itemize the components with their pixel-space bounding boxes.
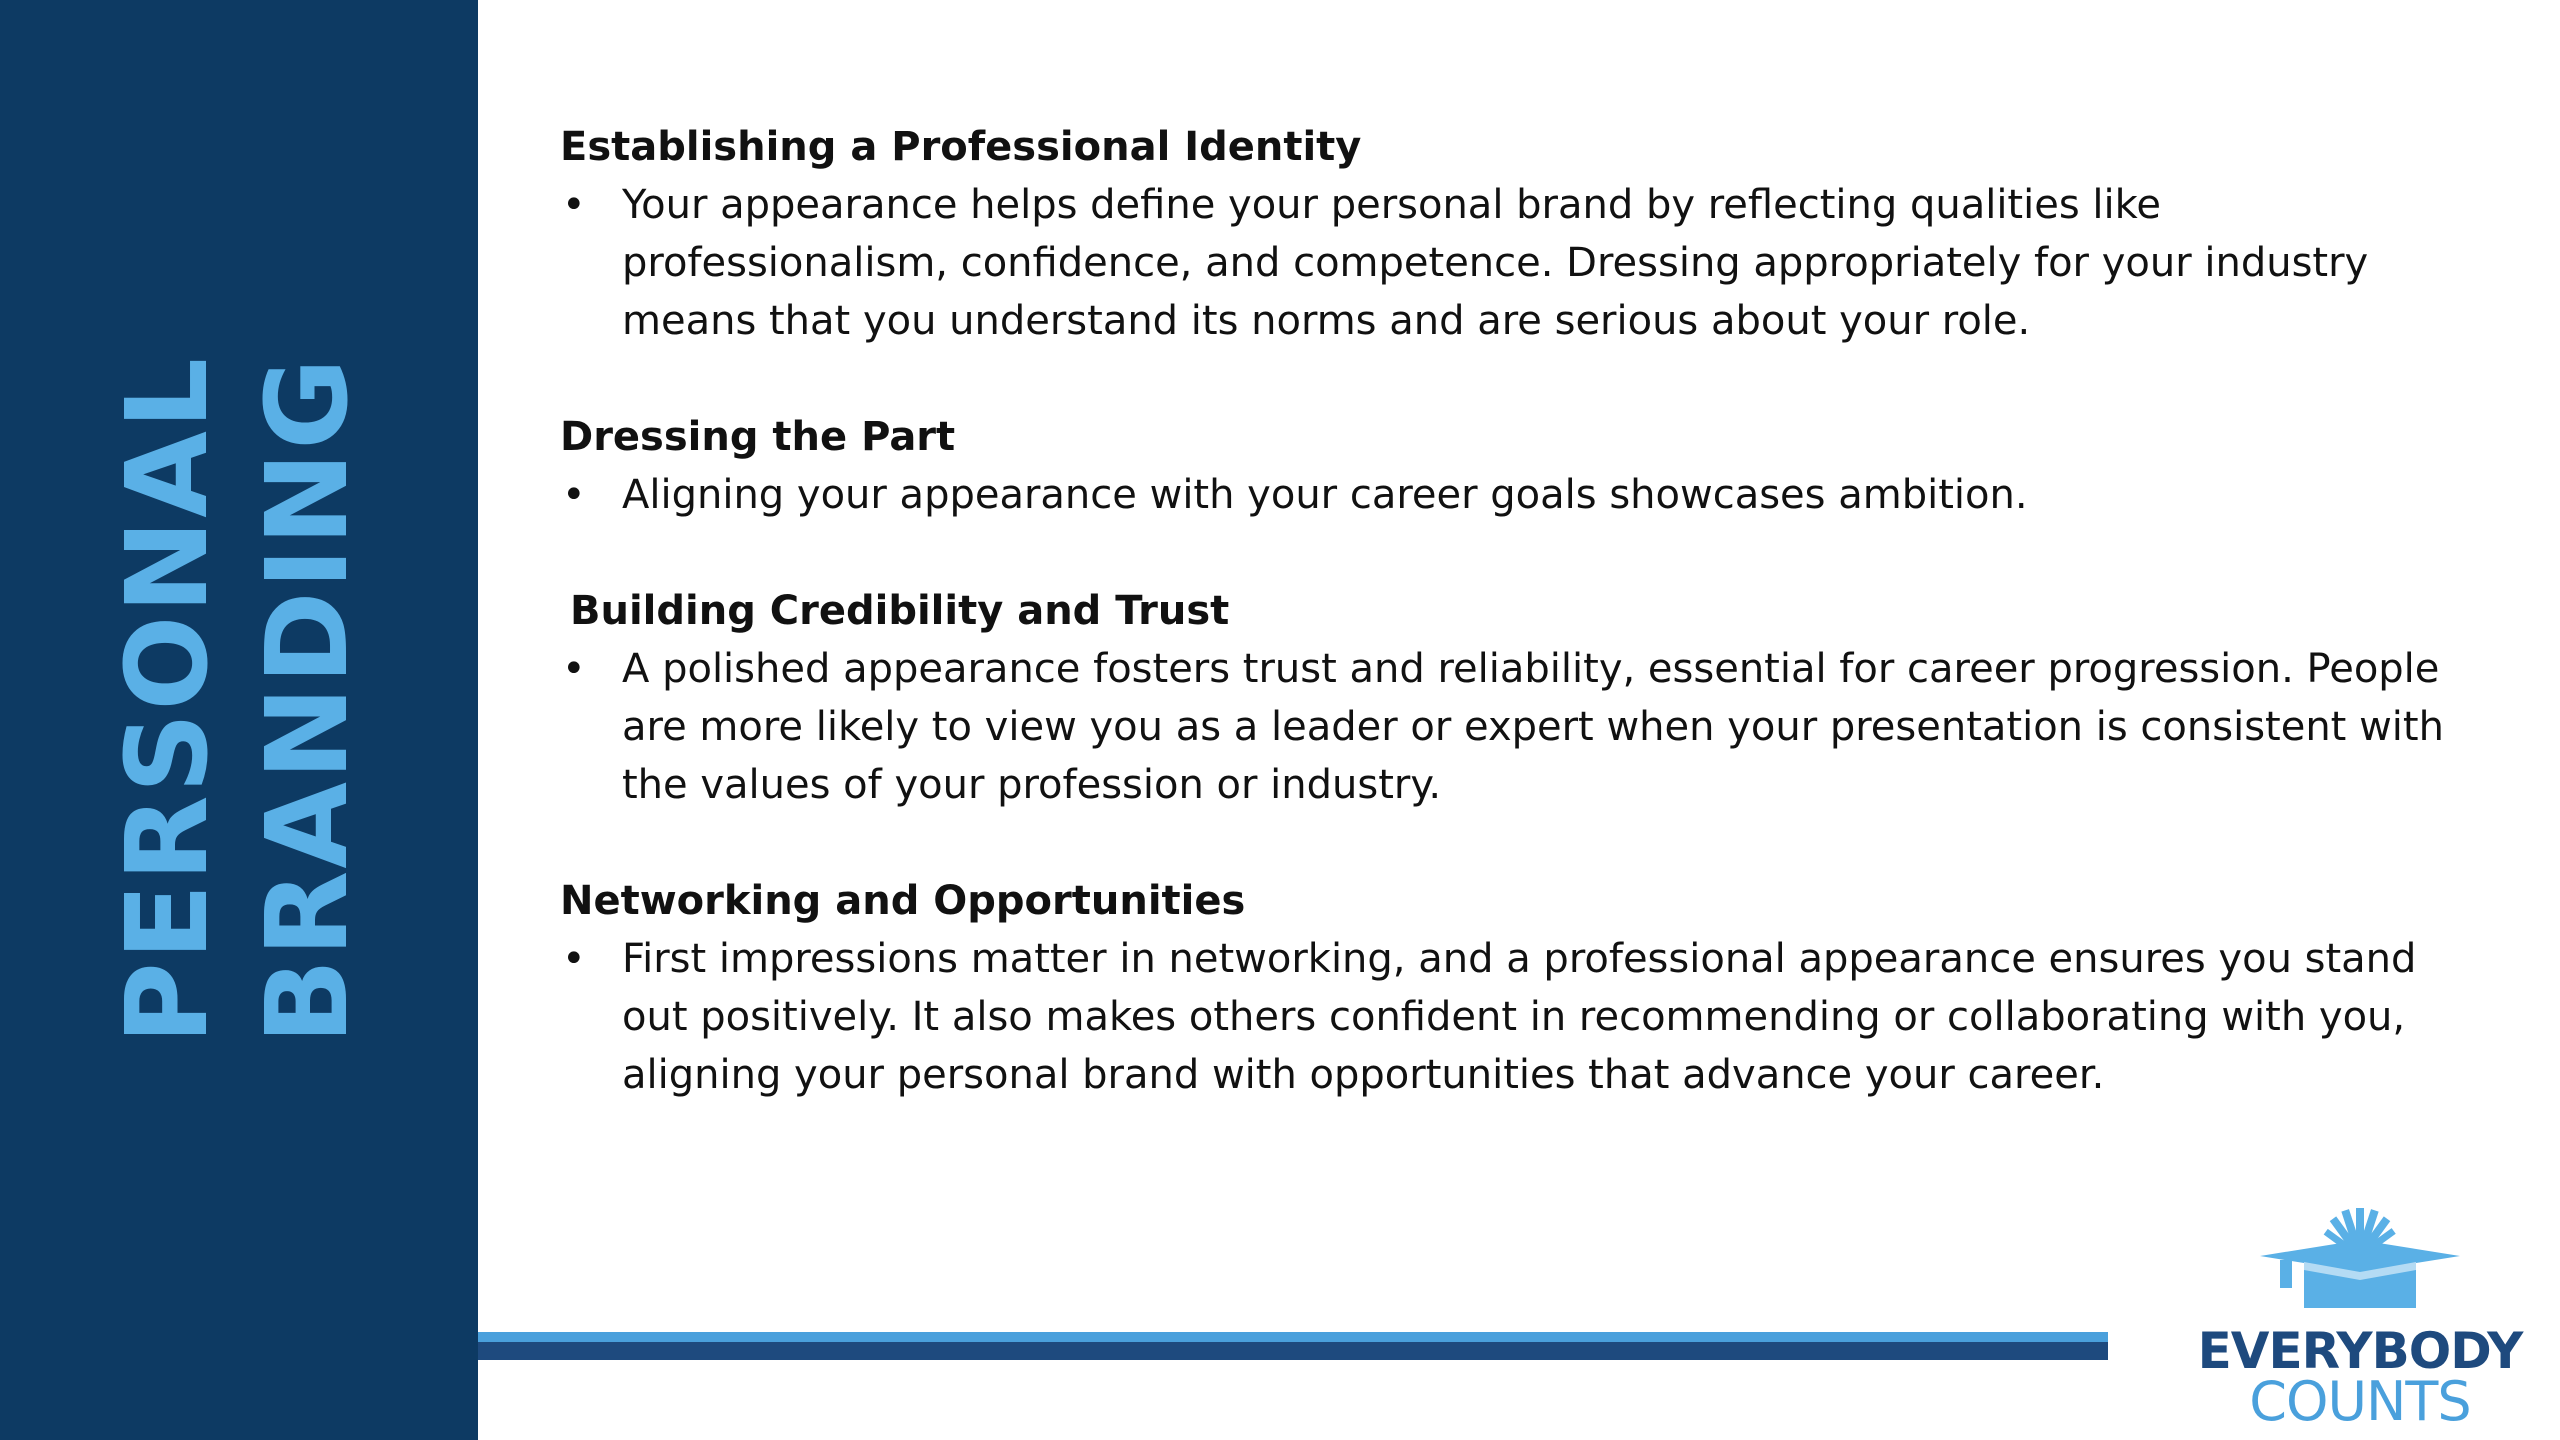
title-line-personal: PERSONAL — [103, 355, 233, 1045]
section-professional-identity — [560, 118, 2460, 350]
bullet-item — [560, 930, 2460, 1104]
bullet-marker: • — [562, 936, 586, 982]
bullet-item — [560, 640, 2460, 814]
bullet-marker: • — [562, 472, 586, 518]
logo-word-everybody: EVERYBODY — [2197, 1322, 2523, 1380]
bullet-marker: • — [562, 182, 586, 228]
section-credibility-trust — [560, 582, 2460, 814]
section-networking-opportunities — [560, 872, 2460, 1104]
graduation-cap-sunburst-icon — [2180, 1200, 2540, 1320]
bullet-text: Your appearance helps define your personal brand by reflecting qualities like professionalism, confidence, and competence. Dressing appropriately for your industry means that you understand its norms and are serious about your role. — [622, 182, 2369, 344]
section-heading: Building Credibility and Trust — [570, 588, 1230, 634]
section-heading: Establishing a Professional Identity — [560, 124, 1362, 170]
bullet-item — [560, 176, 2460, 350]
bullet-text: Aligning your appearance with your career goals showcases ambition. — [622, 472, 2028, 518]
section-heading: Networking and Opportunities — [560, 878, 1246, 924]
vertical-title — [98, 356, 378, 1045]
footer-accent-bar-dark — [478, 1342, 2108, 1360]
sidebar-panel — [0, 0, 478, 1440]
logo-word-counts: COUNTS — [2249, 1370, 2471, 1433]
footer-accent-bar-light — [478, 1332, 2108, 1342]
section-dressing-the-part — [560, 408, 2460, 524]
bullet-item — [560, 466, 2460, 524]
bullet-marker: • — [562, 646, 586, 692]
everybody-counts-logo — [2180, 1200, 2540, 1433]
slide-content — [560, 118, 2460, 1162]
bullet-text: A polished appearance fosters trust and reliability, essential for career progression. People are more likely to view you as a leader or expert when your presentation is consistent with the values of your profession or industry. — [622, 646, 2444, 808]
bullet-text: First impressions matter in networking, and a professional appearance ensures you stand out positively. It also makes others confident in recommending or collaborating with you, aligning your personal brand with opportunities that advance your career. — [622, 936, 2417, 1098]
title-line-branding: BRANDING — [243, 355, 373, 1045]
section-heading: Dressing the Part — [560, 414, 956, 460]
